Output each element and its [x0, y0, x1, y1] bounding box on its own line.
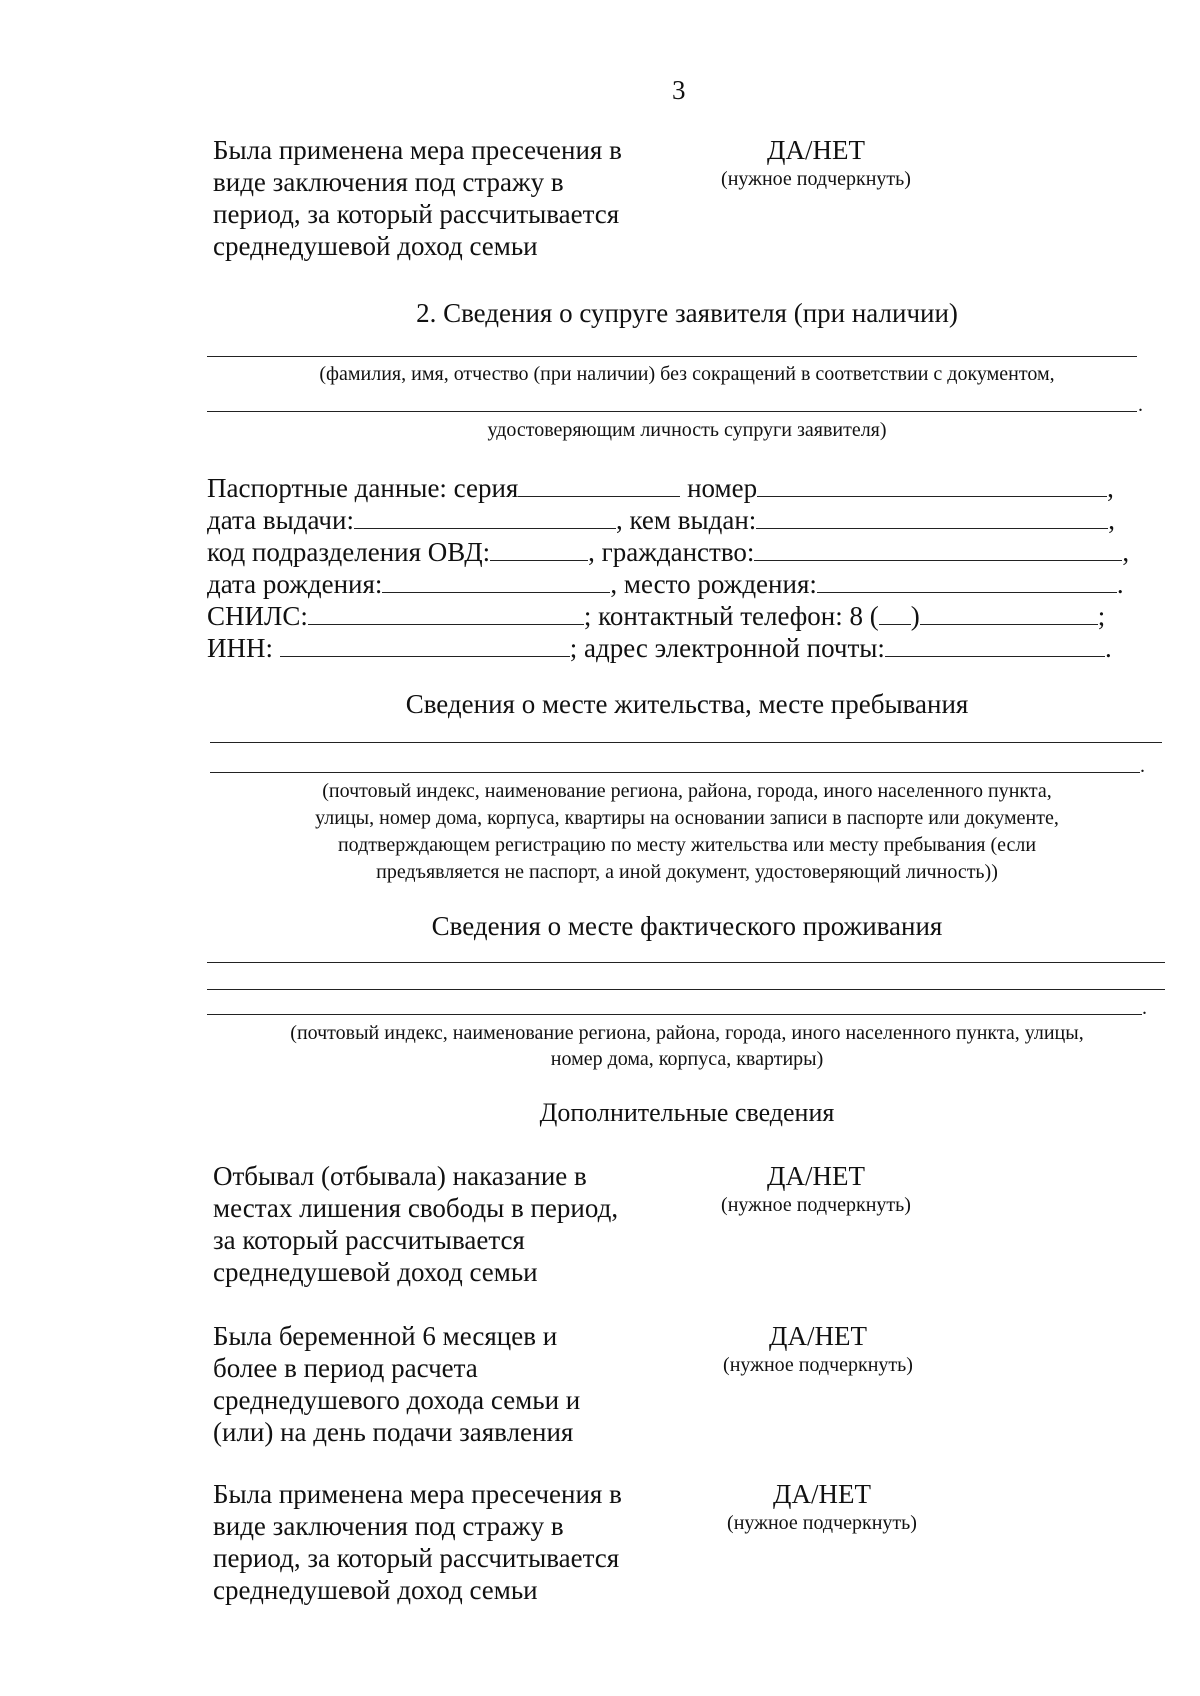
- question-line: среднедушевой доход семьи: [213, 1575, 538, 1605]
- inn-label: ИНН:: [207, 633, 273, 663]
- issue-date-label: дата выдачи:: [207, 505, 354, 535]
- yes-no-option[interactable]: ДА/НЕТ: [773, 1479, 871, 1509]
- actual-residence-title: Сведения о месте фактического проживания: [431, 911, 943, 941]
- question-detention: [213, 1478, 683, 1606]
- name-caption-1: (фамилия, имя, отчество (при наличии) без сокращений в соответствии с документом,: [319, 363, 1055, 385]
- question-line: период, за который рассчитывается: [213, 199, 620, 229]
- answer-block-imprisonment: [696, 1160, 936, 1218]
- answer-block-pregnancy: [698, 1320, 938, 1378]
- number-input[interactable]: [757, 472, 1107, 497]
- residence-caption: [207, 778, 1167, 886]
- phone-label: ; контактный телефон: 8 (: [583, 601, 879, 631]
- question-line: среднедушевой доход семьи: [213, 1257, 538, 1287]
- birth-date-input[interactable]: [382, 568, 610, 593]
- email-input[interactable]: [885, 632, 1105, 657]
- yes-no-option[interactable]: ДА/НЕТ: [769, 1321, 867, 1351]
- answer-hint: (нужное подчеркнуть): [721, 1194, 911, 1216]
- ovd-code-input[interactable]: [490, 536, 588, 561]
- passport-row-2: дата выдачи: , кем выдан: ,: [207, 505, 1116, 535]
- question-detention-top: [213, 134, 683, 262]
- name-input-line-1[interactable]: [207, 356, 1137, 357]
- question-line: виде заключения под стражу в: [213, 1511, 564, 1541]
- phone-number-input[interactable]: [920, 600, 1098, 625]
- question-pregnancy: [213, 1320, 683, 1448]
- snils-input[interactable]: [308, 600, 584, 625]
- passport-row-1: Паспортные данные: серия номер ,: [207, 473, 1114, 503]
- residence-input-line-2[interactable]: [210, 772, 1140, 773]
- page-number: 3: [672, 75, 686, 105]
- series-input[interactable]: [518, 472, 680, 497]
- answer-block-detention: [702, 1478, 942, 1536]
- answer-hint: (нужное подчеркнуть): [721, 168, 911, 190]
- passport-row-4: дата рождения: , место рождения: .: [207, 569, 1124, 599]
- question-imprisonment: [213, 1160, 683, 1288]
- caption-line: (почтовый индекс, наименование региона, района, города, иного населенного пункта, улицы,: [290, 1022, 1084, 1044]
- residence-title: Сведения о месте жительства, месте пребывания: [405, 689, 969, 719]
- question-line: период, за который рассчитывается: [213, 1543, 620, 1573]
- series-label: Паспортные данные: серия: [207, 473, 519, 503]
- actual-input-line-2[interactable]: [207, 989, 1165, 990]
- email-label: ; адрес электронной почты:: [569, 633, 885, 663]
- caption-line: улицы, номер дома, корпуса, квартиры на основании записи в паспорте или документе,: [315, 807, 1059, 829]
- citizenship-label: , гражданство:: [588, 537, 755, 567]
- question-line: Отбывал (отбывала) наказание в: [213, 1161, 587, 1191]
- passport-row-5: СНИЛС: ; контактный телефон: 8 ( ) ;: [207, 601, 1106, 631]
- number-label: номер: [687, 473, 758, 503]
- birth-place-label: , место рождения:: [610, 569, 817, 599]
- actual-caption: [207, 1020, 1167, 1072]
- passport-row-6: ИНН: ; адрес электронной почты: .: [207, 633, 1112, 663]
- period-mark: .: [1142, 997, 1147, 1019]
- issued-by-label: , кем выдан:: [615, 505, 757, 535]
- question-line: Была беременной 6 месяцев и: [213, 1321, 558, 1351]
- question-line: Была применена мера пресечения в: [213, 135, 622, 165]
- question-line: виде заключения под стражу в: [213, 167, 564, 197]
- question-line: (или) на день подачи заявления: [213, 1417, 574, 1447]
- answer-block-top: [696, 134, 936, 192]
- phone-code-input[interactable]: [879, 600, 911, 625]
- passport-row-3: код подразделения ОВД: , гражданство: ,: [207, 537, 1130, 567]
- answer-hint: (нужное подчеркнуть): [727, 1512, 917, 1534]
- period-mark: .: [1140, 755, 1145, 777]
- question-line: среднедушевого дохода семьи и: [213, 1385, 581, 1415]
- birth-place-input[interactable]: [817, 568, 1117, 593]
- residence-input-line-1[interactable]: [210, 742, 1162, 743]
- question-line: среднедушевой доход семьи: [213, 231, 538, 261]
- question-line: более в период расчета: [213, 1353, 478, 1383]
- caption-line: номер дома, корпуса, квартиры): [550, 1048, 824, 1070]
- birth-date-label: дата рождения:: [207, 569, 383, 599]
- name-input-line-2[interactable]: [207, 411, 1137, 412]
- caption-line: подтверждающем регистрацию по месту жительства или месту пребывания (если: [337, 834, 1037, 856]
- issue-date-input[interactable]: [354, 504, 616, 529]
- yes-no-option[interactable]: ДА/НЕТ: [767, 135, 865, 165]
- yes-no-option[interactable]: ДА/НЕТ: [767, 1161, 865, 1191]
- question-line: Была применена мера пресечения в: [213, 1479, 622, 1509]
- question-line: за который рассчитывается: [213, 1225, 525, 1255]
- actual-input-line-3[interactable]: [207, 1014, 1142, 1015]
- period-mark: .: [1138, 394, 1143, 416]
- section-2-title: 2. Сведения о супруге заявителя (при наличии): [416, 298, 958, 328]
- additional-title: Дополнительные сведения: [539, 1098, 835, 1127]
- actual-input-line-1[interactable]: [207, 962, 1165, 963]
- caption-line: (почтовый индекс, наименование региона, района, города, иного населенного пункта,: [322, 780, 1052, 802]
- citizenship-input[interactable]: [754, 536, 1122, 561]
- inn-input[interactable]: [280, 632, 570, 657]
- answer-hint: (нужное подчеркнуть): [723, 1354, 913, 1376]
- ovd-code-label: код подразделения ОВД:: [207, 537, 491, 567]
- question-line: местах лишения свободы в период,: [213, 1193, 619, 1223]
- name-caption-2: удостоверяющим личность супруги заявителя): [487, 419, 887, 441]
- caption-line: предъявляется не паспорт, а иной документ, удостоверяющий личность)): [376, 861, 998, 883]
- snils-label: СНИЛС:: [207, 601, 308, 631]
- issued-by-input[interactable]: [756, 504, 1108, 529]
